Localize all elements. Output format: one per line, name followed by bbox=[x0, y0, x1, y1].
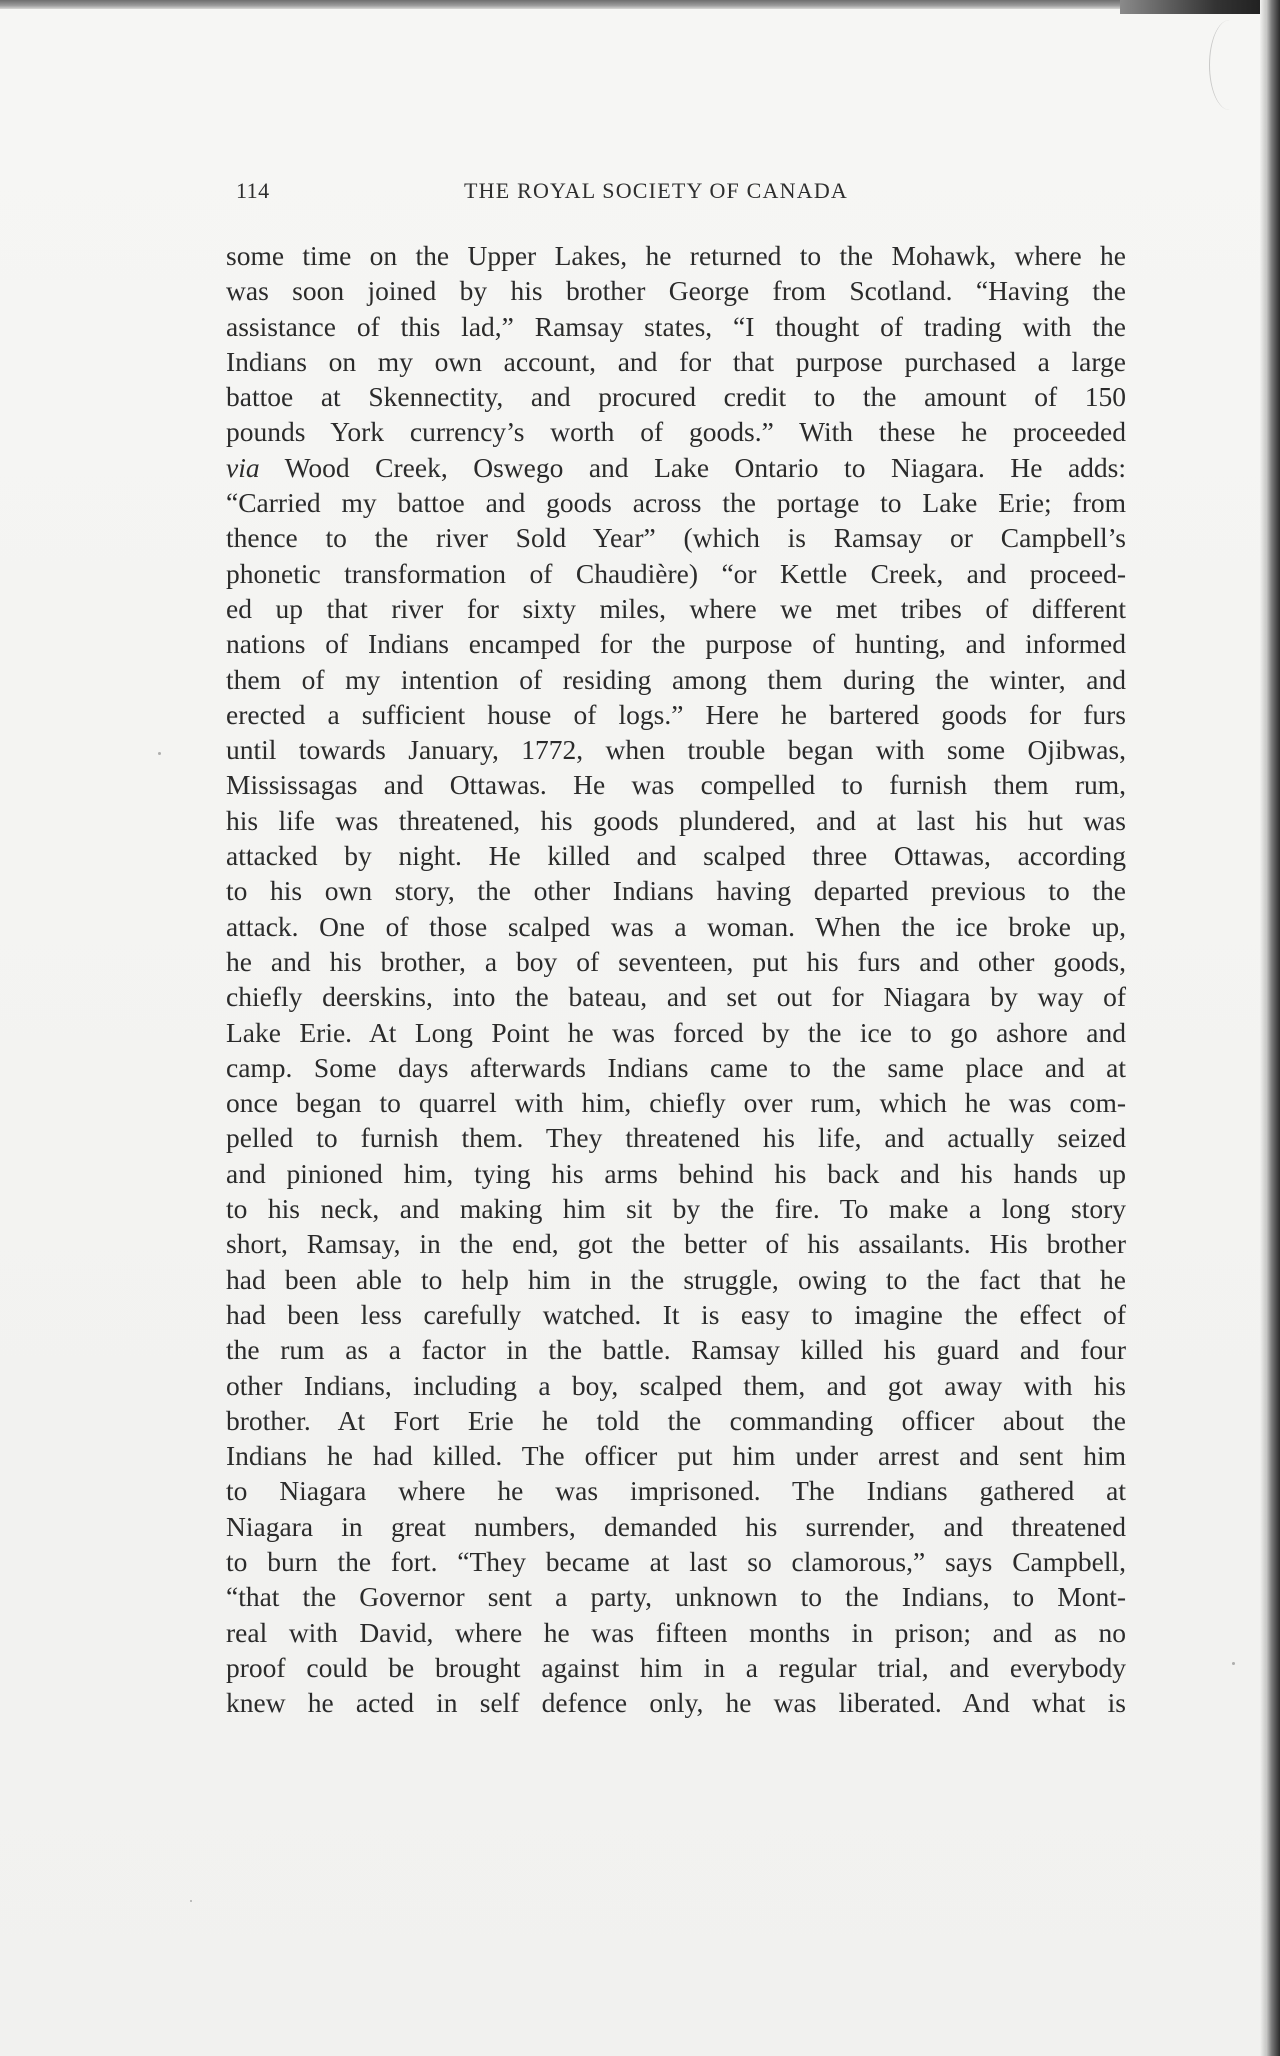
text-line: had been less carefully watched. It is easy to imagine the effect of bbox=[226, 1298, 1126, 1330]
text-line: ed up that river for sixty miles, where we met tribes of different bbox=[226, 592, 1126, 624]
text-line: proof could be brought against him in a regular trial, and everybody bbox=[226, 1651, 1126, 1683]
text-line: had been able to help him in the struggle, owing to the fact that he bbox=[226, 1263, 1126, 1295]
text-line-rest: Wood Creek, Oswego and Lake Ontario to Niagara. He adds: bbox=[284, 451, 1126, 483]
text-line: “that the Governor sent a party, unknown to the Indians, to Mont- bbox=[226, 1581, 1126, 1613]
journal-title: THE ROYAL SOCIETY OF CANADA bbox=[464, 178, 848, 203]
text-line: brother. At Fort Erie he told the commanding officer about the bbox=[226, 1404, 1126, 1436]
dust-speck bbox=[190, 1900, 192, 1902]
text-line: he and his brother, a boy of seventeen, put his furs and other goods, bbox=[226, 945, 1126, 977]
text-line: them of my intention of residing among them during the winter, and bbox=[226, 663, 1126, 695]
text-line: to burn the fort. “They became at last so clamorous,” says Campbell, bbox=[226, 1545, 1126, 1577]
text-line: Niagara in great numbers, demanded his surrender, and threatened bbox=[226, 1510, 1126, 1542]
text-line: nations of Indians encamped for the purpose of hunting, and informed bbox=[226, 628, 1126, 660]
text-line: battoe at Skennectity, and procured credit to the amount of 150 bbox=[226, 381, 1126, 413]
text-line: camp. Some days afterwards Indians came to the same place and at bbox=[226, 1051, 1126, 1083]
text-line: Indians he had killed. The officer put him under arrest and sent him bbox=[226, 1440, 1126, 1472]
text-line: his life was threatened, his goods plundered, and at last his hut was bbox=[226, 804, 1126, 836]
text-line: some time on the Upper Lakes, he returned to the Mohawk, where he bbox=[226, 240, 1126, 271]
text-line: knew he acted in self defence only, he was liberated. And what is bbox=[226, 1687, 1126, 1719]
text-line: other Indians, including a boy, scalped them, and got away with his bbox=[226, 1369, 1126, 1401]
text-line: phonetic transformation of Chaudière) “or Kettle Creek, and proceed- bbox=[226, 557, 1126, 589]
text-line: was soon joined by his brother George from Scotland. “Having the bbox=[226, 275, 1126, 307]
body-text bbox=[226, 238, 1126, 1720]
text-line: real with David, where he was fifteen months in prison; and as no bbox=[226, 1616, 1126, 1648]
scan-edge-corner bbox=[1120, 0, 1280, 14]
text-line: to his own story, the other Indians having departed previous to the bbox=[226, 875, 1126, 907]
text-line: and pinioned him, tying his arms behind his back and his hands up bbox=[226, 1157, 1126, 1189]
text-line: until towards January, 1772, when trouble began with some Ojibwas, bbox=[226, 734, 1126, 766]
text-line: assistance of this lad,” Ramsay states, “I thought of trading with the bbox=[226, 310, 1126, 342]
text-line: the rum as a factor in the battle. Ramsay killed his guard and four bbox=[226, 1334, 1126, 1366]
text-line: Mississagas and Ottawas. He was compelled to furnish them rum, bbox=[226, 769, 1126, 801]
text-line: Indians on my own account, and for that purpose purchased a large bbox=[226, 345, 1126, 377]
text-line: “Carried my battoe and goods across the portage to Lake Erie; from bbox=[226, 487, 1126, 519]
page-curl-mark bbox=[1209, 20, 1250, 110]
text-line: to Niagara where he was imprisoned. The Indians gathered at bbox=[226, 1475, 1126, 1507]
text-line: thence to the river Sold Year” (which is Ramsay or Campbell’s bbox=[226, 522, 1126, 554]
page-number: 114 bbox=[236, 178, 270, 203]
text-line: erected a sufficient house of logs.” Here he bartered goods for furs bbox=[226, 698, 1126, 730]
text-line: pounds York currency’s worth of goods.” With these he proceeded bbox=[226, 416, 1126, 448]
text-line: pelled to furnish them. They threatened his life, and actually seized bbox=[226, 1122, 1126, 1154]
dust-speck bbox=[1232, 1662, 1235, 1665]
text-line: to his neck, and making him sit by the fire. To make a long story bbox=[226, 1193, 1126, 1225]
text-line: Lake Erie. At Long Point he was forced by the ice to go ashore and bbox=[226, 1016, 1126, 1048]
scan-edge-top bbox=[0, 0, 1280, 9]
text-line-with-italic bbox=[226, 450, 1126, 485]
text-line: attack. One of those scalped was a woman. When the ice broke up, bbox=[226, 910, 1126, 942]
text-line: attacked by night. He killed and scalped three Ottawas, according bbox=[226, 840, 1126, 872]
text-line: chiefly deerskins, into the bateau, and set out for Niagara by way of bbox=[226, 981, 1126, 1013]
scan-edge-right bbox=[1266, 0, 1280, 2056]
text-line: short, Ramsay, in the end, got the better of his assailants. His brother bbox=[226, 1228, 1126, 1260]
text-line: once began to quarrel with him, chiefly over rum, which he was com- bbox=[226, 1087, 1126, 1119]
running-head bbox=[236, 178, 1136, 214]
dust-speck bbox=[158, 752, 161, 755]
italic-word: via bbox=[226, 451, 260, 483]
